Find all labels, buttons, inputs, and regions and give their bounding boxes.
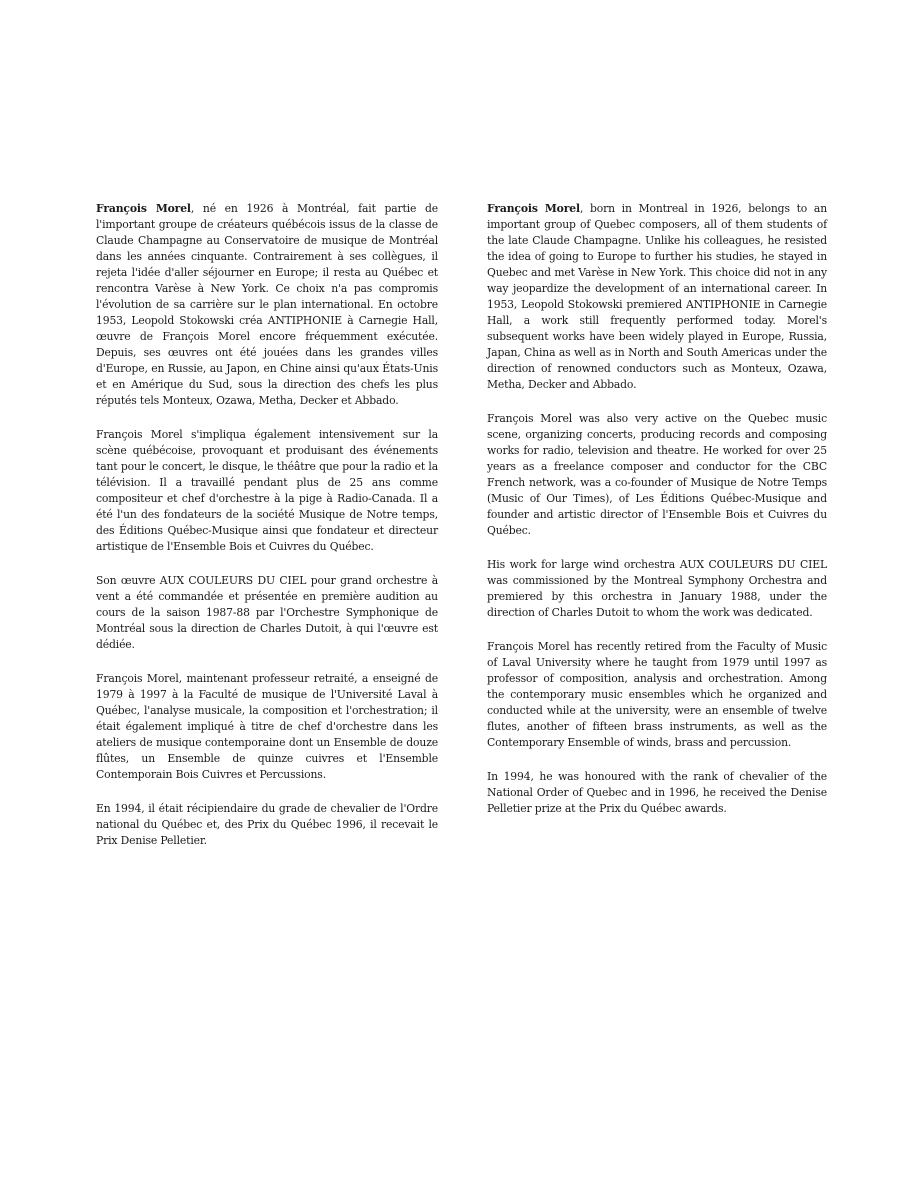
french-paragraph-aux-couleurs: Son œuvre AUX COULEURS DU CIEL pour grand orchestre à vent a été commandée et présentée en première audition au cours de la saison 1987-88 par l'Orchestre Symphonique de Montréal sous la direction de Charles Dutoit, à qui l'œuvre est dédiée. (96, 574, 438, 651)
english-intro-text: , born in Montreal in 1926, belongs to an important group of Quebec composers, all of them students of the late Claude Champagne. Unlike his colleagues, he resisted the idea of going to Europe to further his studies, he stayed in Quebec and met Varèse in New York. This choice did not in any way jeopardize the development of an international career. In 1953, Leopold Stokowski premiered ANTIPHONIE in Carnegie Hall, a work still frequently performed today. Morel's subsequent works have been widely played in Europe, Russia, Japan, China as well as in North and South Americas under the direction of renowned conductors such as Monteux, Ozawa, Metha, Decker and Abbado. (487, 202, 828, 391)
english-biography-column (487, 201, 827, 835)
french-paragraph-quebec-activity: François Morel s'impliqua également intensivement sur la scène québécoise, provoquant et produisant des événements tant pour le concert, le disque, le théâtre que pour la radio et la télévision. Il a travaillé pendant plus de 25 ans comme compositeur et chef d'orchestre à la pige à Radio-Canada. Il a été l'un des fondateurs de la société Musique de Notre temps, des Éditions Québec-Musique ainsi que fondateur et directeur artistique de l'Ensemble Bois et Cuivres du Québec. (96, 428, 438, 553)
composer-name: François Morel (96, 202, 191, 215)
english-paragraph-honours: In 1994, he was honoured with the rank of chevalier of the National Order of Quebec and in 1996, he received the Denise Pelletier prize at the Prix du Québec awards. (487, 770, 827, 815)
english-paragraph-intro (487, 201, 827, 393)
english-paragraph-quebec-activity: François Morel was also very active on the Quebec music scene, organizing concerts, producing records and composing works for radio, television and theatre. He worked for over 25 years as a freelance composer and conductor for the CBC French network, was a co-founder of Musique de Notre Temps (Music of Our Times), of Les Éditions Québec-Musique and founder and artistic director of l'Ensemble Bois et Cuivres du Québec. (487, 412, 827, 537)
french-biography-column (96, 201, 438, 867)
french-paragraph-intro (96, 201, 438, 409)
english-paragraph-aux-couleurs: His work for large wind orchestra AUX COULEURS DU CIEL was commissioned by the Montreal Symphony Orchestra and premiered by this orchestra in January 1988, under the direction of Charles Dutoit to whom the work was dedicated. (487, 558, 827, 619)
composer-name: François Morel (487, 202, 580, 215)
french-paragraph-teaching: François Morel, maintenant professeur retraité, a enseigné de 1979 à 1997 à la Faculté de musique de l'Université Laval à Québec, l'analyse musicale, la composition et l'orchestration; il était également impliqué à titre de chef d'orchestre dans les ateliers de musique contemporaine dont un Ensemble de douze flûtes, un Ensemble de quinze cuivres et l'Ensemble Contemporain Bois Cuivres et Percussions. (96, 672, 438, 781)
french-intro-text: , né en 1926 à Montréal, fait partie de l'important groupe de créateurs québécois issus de la classe de Claude Champagne au Conservatoire de musique de Montréal dans les années cinquante. Contrairement à ses collègues, il rejeta l'idée d'aller séjourner en Europe; il resta au Québec et rencontra Varèse à New York. Ce choix n'a pas compromis l'évolution de sa carrière sur le plan international. En octobre 1953, Leopold Stokowski créa ANTIPHONIE à Carnegie Hall, œuvre de François Morel encore fréquemment exécutée. Depuis, ses œuvres ont été jouées dans les grandes villes d'Europe, en Russie, au Japon, en Chine ainsi qu'aux États-Unis et en Amérique du Sud, sous la direction des chefs les plus réputés tels Monteux, Ozawa, Metha, Decker et Abbado. (96, 202, 439, 407)
english-paragraph-teaching: François Morel has recently retired from the Faculty of Music of Laval University where he taught from 1979 until 1997 as professor of composition, analysis and orchestration. Among the contemporary music ensembles which he organized and conducted while at the university, were an ensemble of twelve flutes, another of fifteen brass instruments, as well as the Contemporary Ensemble of winds, brass and percussion. (487, 640, 827, 749)
french-paragraph-honours: En 1994, il était récipiendaire du grade de chevalier de l'Ordre national du Québec et, des Prix du Québec 1996, il recevait le Prix Denise Pelletier. (96, 802, 438, 847)
